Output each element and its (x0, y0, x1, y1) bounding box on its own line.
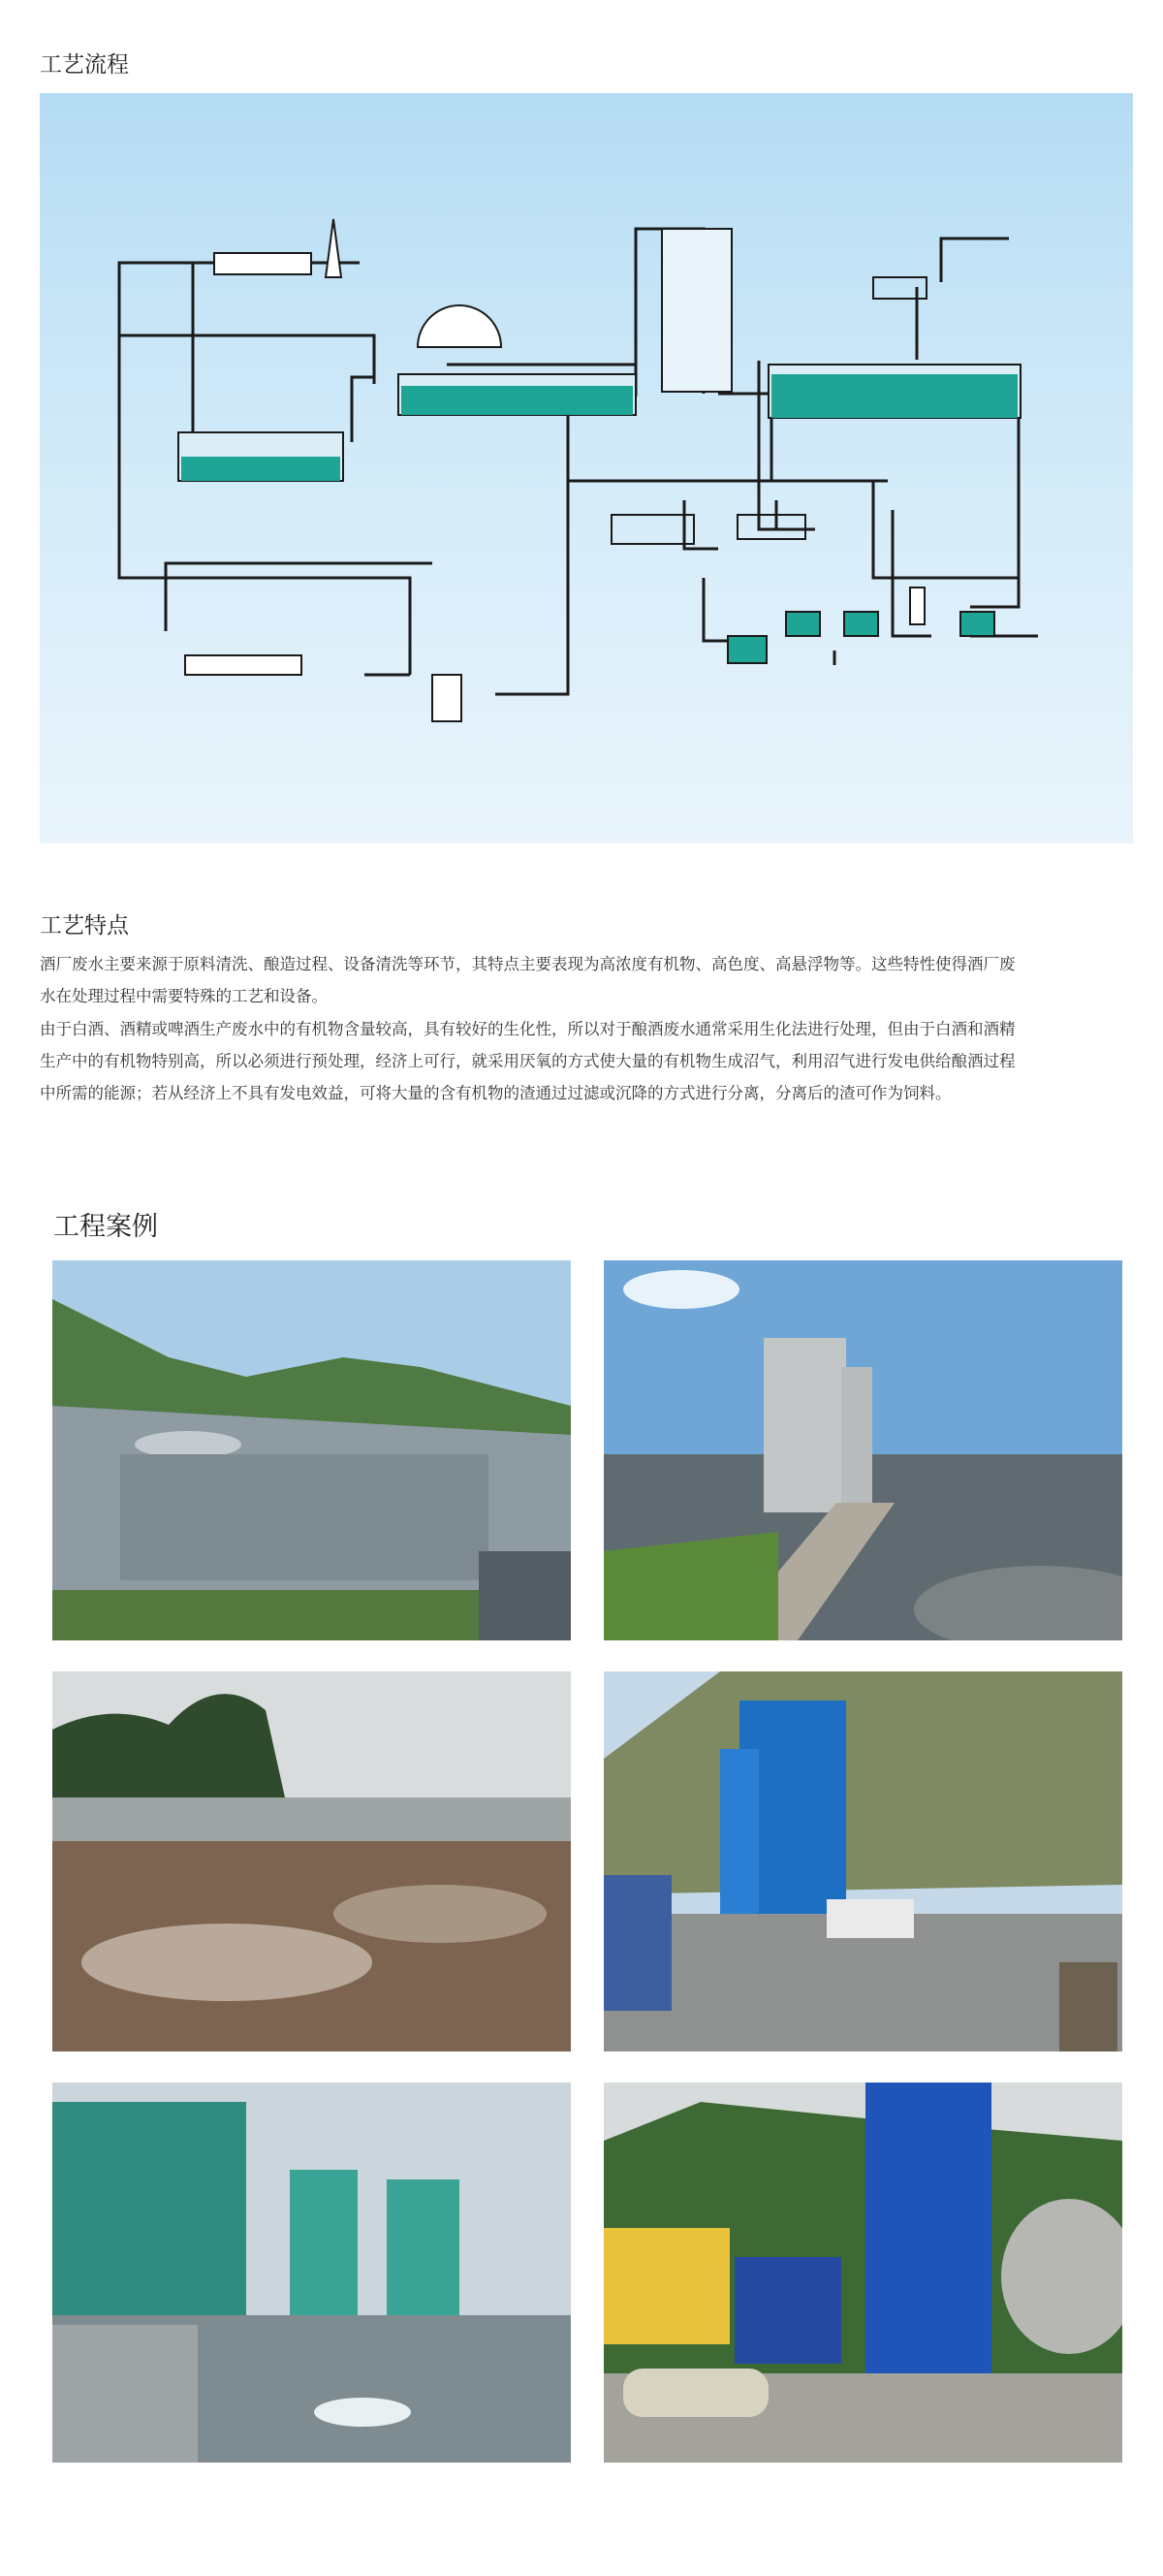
process-flow-diagram (40, 93, 1133, 843)
project-cases-title: 工程案例 (53, 1212, 158, 1242)
features-paragraph-1: 酒厂废水主要来源于原料清洗、酿造过程、设备清洗等环节，其特点主要表现为高浓度有机物、高色度、高悬浮物等。这些特性使得酒厂废水在处理过程中需要特殊的工艺和设备。 (40, 955, 1016, 1005)
biogas-tank-photo (604, 2083, 1122, 2463)
plant-overview-photo (52, 1260, 571, 1640)
aeration-tank-photo (52, 1671, 571, 2051)
digester-towers-photo (604, 1260, 1122, 1640)
green-filters-photo (52, 2083, 571, 2463)
blue-reactors-photo (604, 1671, 1122, 2051)
features-paragraph-2: 由于白酒、酒精或啤酒生产废水中的有机物含量较高，具有较好的生化性，所以对于酿酒废水通常采用生化法进行处理，但由于白酒和酒精生产中的有机物特别高，所以必须进行预处理，经济上可行，就采用厌氧的方式使大量的有机物生成沼气，利用沼气进行发电供给酿酒过程中所需的能源；若从经济上不具有发电效益，可将大量的含有机物的渣通过过滤或沉降的方式进行分离，分离后的渣可作为饲料。 (40, 1020, 1016, 1102)
process-flow-title: 工艺流程 (40, 52, 129, 78)
process-features-title: 工艺特点 (40, 913, 129, 938)
